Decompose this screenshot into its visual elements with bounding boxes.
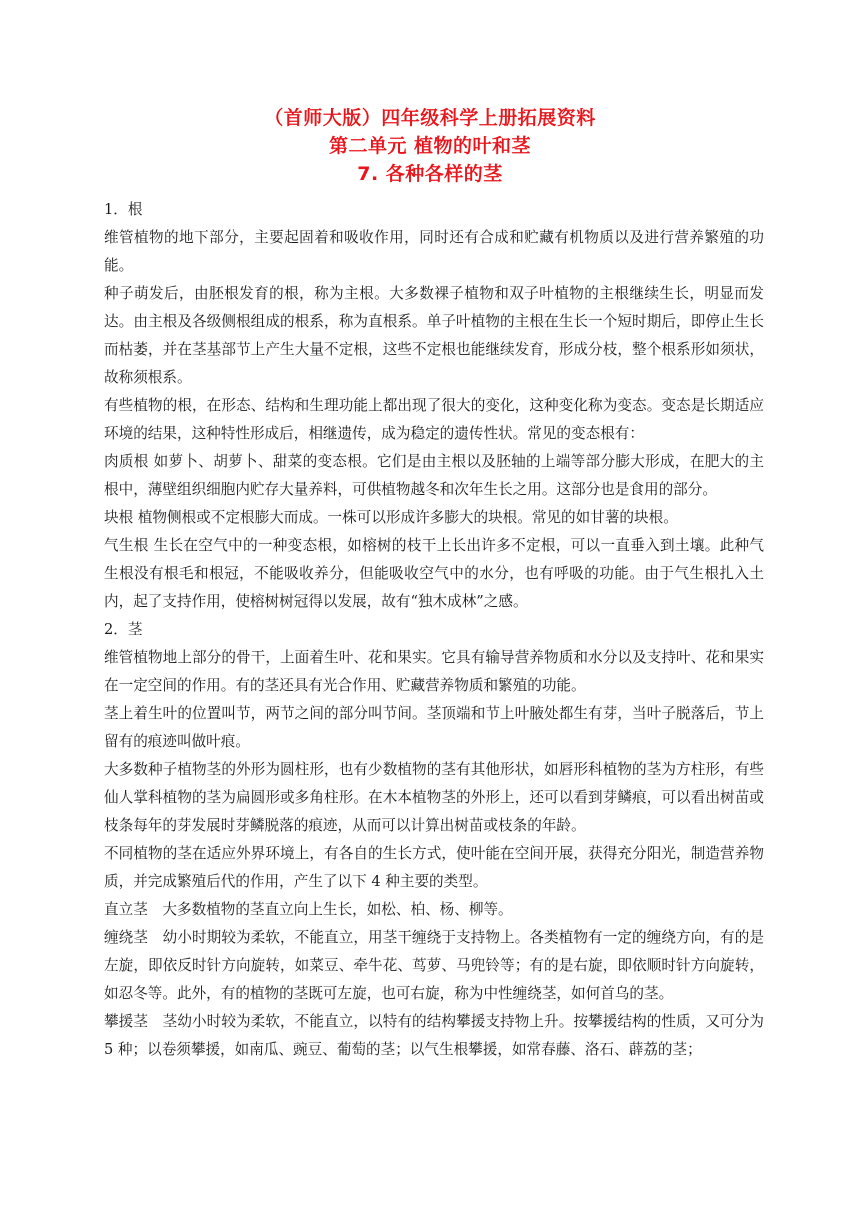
title-block bbox=[0, 104, 860, 188]
unit-title: 第二单元 植物的叶和茎 bbox=[328, 135, 532, 157]
paragraph: 肉质根 如萝卜、胡萝卜、甜菜的变态根。它们是由主根以及胚轴的上端等部分膨大形成，在肥大的主根中，薄壁组织细胞内贮存大量养料，可供植物越冬和次年生长之用。这部分也是食用的部分。 bbox=[104, 453, 764, 498]
paragraph: 茎上着生叶的位置叫节，两节之间的部分叫节间。茎顶端和节上叶腋处都生有芽，当叶子脱落后，节上留有的痕迹叫做叶痕。 bbox=[104, 705, 764, 750]
body-text bbox=[104, 196, 764, 1064]
paragraph: 大多数种子植物茎的外形为圆柱形，也有少数植物的茎有其他形状，如唇形科植物的茎为方柱形，有些仙人掌科植物的茎为扁圆形或多角柱形。在木本植物茎的外形上，还可以看到芽鳞痕，可以看出树苗或枝条每年的芽发展时芽鳞脱落的痕迹，从而可以计算出树苗或枝条的年龄。 bbox=[104, 761, 764, 834]
paragraph: 种子萌发后，由胚根发育的根，称为主根。大多数裸子植物和双子叶植物的主根继续生长，明显而发达。由主根及各级侧根组成的根系，称为直根系。单子叶植物的主根在生长一个短时期后，即停止生长而枯萎，并在茎基部节上产生大量不定根，这些不定根也能继续发育，形成分枝，整个根系形如须状，故称须根系。 bbox=[104, 285, 764, 386]
paragraph: 维管植物地上部分的骨干，上面着生叶、花和果实。它具有输导营养物质和水分以及支持叶、花和果实在一定空间的作用。有的茎还具有光合作用、贮藏营养物质和繁殖的功能。 bbox=[104, 649, 764, 694]
paragraph: 有些植物的根，在形态、结构和生理功能上都出现了很大的变化，这种变化称为变态。变态是长期适应环境的结果，这种特性形成后，相继遗传，成为稳定的遗传性状。常见的变态根有： bbox=[104, 397, 764, 442]
paragraph: 块根 植物侧根或不定根膨大而成。一株可以形成许多膨大的块根。常见的如甘薯的块根。 bbox=[104, 509, 678, 526]
paragraph: 气生根 生长在空气中的一种变态根，如榕树的枝干上长出许多不定根，可以一直垂入到土壤。此种气生根没有根毛和根冠，不能吸收养分，但能吸收空气中的水分，也有呼吸的功能。由于气生根扎入土内，起了支持作用，使榕树树冠得以发展，故有“独木成林”之感。 bbox=[104, 537, 764, 610]
section-heading-root: 1．根 bbox=[104, 201, 143, 218]
paragraph: 不同植物的茎在适应外界环境上，有各自的生长方式，使叶能在空间开展，获得充分阳光，制造营养物质，并完成繁殖后代的作用，产生了以下 4 种主要的类型。 bbox=[104, 845, 764, 890]
paragraph: 维管植物的地下部分，主要起固着和吸收作用，同时还有合成和贮藏有机物质以及进行营养繁殖的功能。 bbox=[104, 229, 764, 274]
paragraph: 直立茎 大多数植物的茎直立向上生长，如松、柏、杨、柳等。 bbox=[104, 901, 513, 918]
paragraph: 攀援茎 茎幼小时较为柔软，不能直立，以特有的结构攀援支持物上升。按攀援结构的性质，又可分为 5 种；以卷须攀援，如南瓜、豌豆、葡萄的茎；以气生根攀援，如常春藤、洛石、薜荔的茎； bbox=[104, 1013, 764, 1058]
lesson-title: 7. 各种各样的茎 bbox=[357, 163, 503, 185]
document-title: （首师大版）四年级科学上册拓展资料 bbox=[264, 107, 596, 129]
paragraph: 缠绕茎 幼小时期较为柔软，不能直立，用茎干缠绕于支持物上。各类植物有一定的缠绕方向，有的是左旋，即依反时针方向旋转，如菜豆、牵牛花、茑萝、马兜铃等；有的是右旋，即依顺时针方向旋转，如忍冬等。此外，有的植物的茎既可左旋，也可右旋，称为中性缠绕茎，如何首乌的茎。 bbox=[104, 929, 764, 1002]
section-heading-stem: 2．茎 bbox=[104, 621, 143, 638]
